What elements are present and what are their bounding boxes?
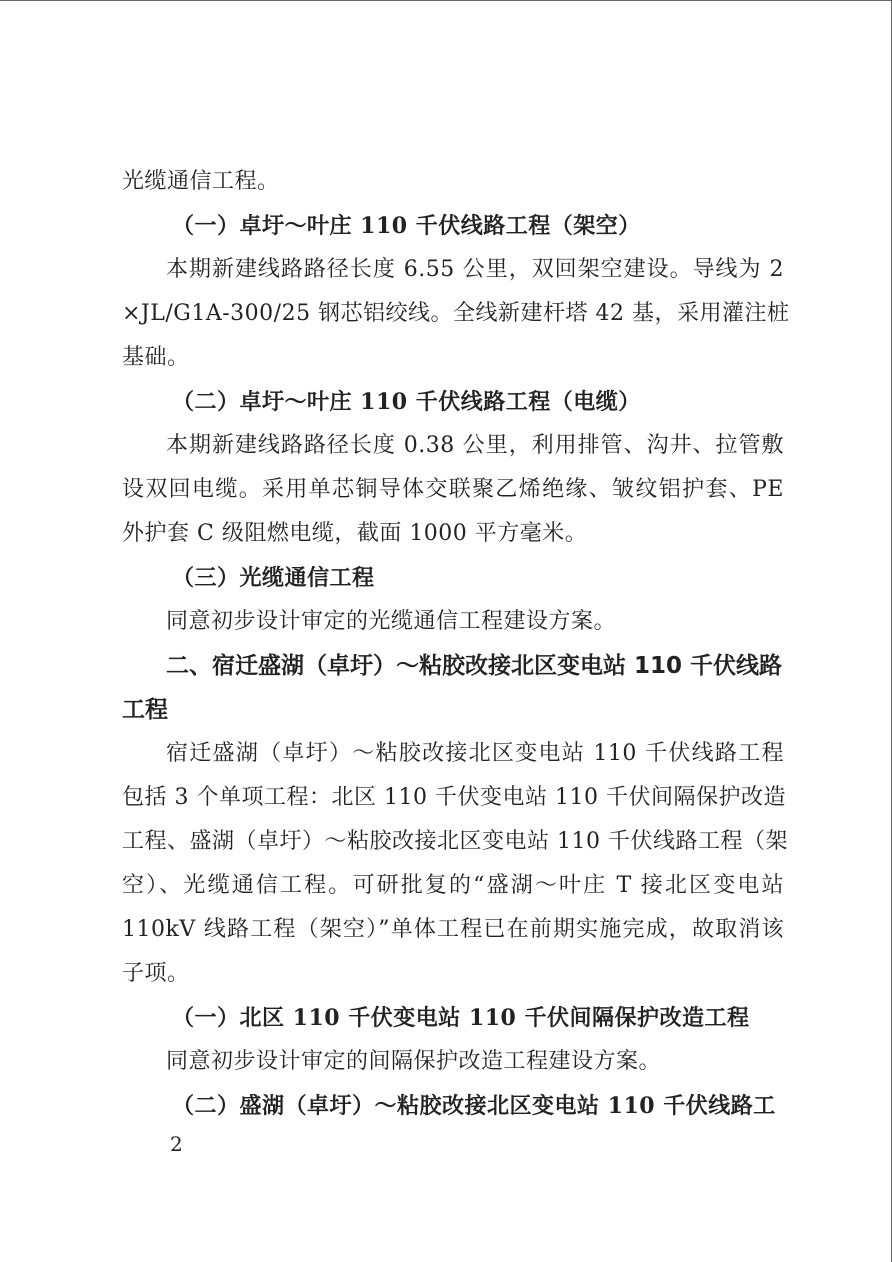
paragraph-line: ×JL/G1A-300/25 钢芯铝绞线。全线新建杆塔 42 基，采用灌注桩 [122, 301, 790, 326]
section-heading: 工程 [122, 697, 168, 723]
paragraph-line: 同意初步设计审定的光缆通信工程建设方案。 [166, 609, 617, 634]
subheading-optical-cable: （三）光缆通信工程 [172, 565, 375, 591]
document-body [122, 160, 790, 1128]
page-top-border [0, 0, 892, 4]
paragraph-line: 本期新建线路路径长度 6.55 公里，双回架空建设。导线为 2 [166, 257, 784, 282]
page-right-border [888, 0, 892, 1262]
page-number: 2 [170, 1132, 183, 1156]
paragraph-line: 同意初步设计审定的间隔保护改造工程建设方案。 [166, 1049, 662, 1074]
paragraph-line: 光缆通信工程。 [122, 169, 280, 194]
paragraph-line: 宿迁盛湖（卓圩）～粘胶改接北区变电站 110 千伏线路工程 [166, 741, 784, 766]
subheading-overhead-line: （一）卓圩～叶庄 110 千伏线路工程（架空） [172, 213, 641, 239]
subheading-cable-line: （二）卓圩～叶庄 110 千伏线路工程（电缆） [172, 389, 641, 415]
paragraph-line: 外护套 C 级阻燃电缆，截面 1000 平方毫米。 [122, 521, 588, 546]
subheading-line-project: （二）盛湖（卓圩）～粘胶改接北区变电站 110 千伏线路工 [172, 1093, 776, 1119]
paragraph-line: 包括 3 个单项工程：北区 110 千伏变电站 110 千伏间隔保护改造 [122, 785, 786, 810]
paragraph-line: 工程、盛湖（卓圩）～粘胶改接北区变电站 110 千伏线路工程（架 [122, 829, 788, 854]
section-heading: 二、宿迁盛湖（卓圩）～粘胶改接北区变电站 110 千伏线路 [166, 653, 783, 679]
paragraph-line: 110kV 线路工程（架空）”单体工程已在前期实施完成，故取消该 [122, 917, 784, 942]
paragraph-line: 空）、光缆通信工程。可研批复的“盛湖～叶庄 T 接北区变电站 [122, 873, 784, 898]
paragraph-line: 子项。 [122, 961, 190, 986]
subheading-bay-protection: （一）北区 110 千伏变电站 110 千伏间隔保护改造工程 [172, 1005, 750, 1031]
paragraph-line: 本期新建线路路径长度 0.38 公里，利用排管、沟井、拉管敷 [166, 433, 784, 458]
paragraph-line: 基础。 [122, 345, 190, 370]
paragraph-line: 设双回电缆。采用单芯铜导体交联聚乙烯绝缘、皱纹铝护套、PE [122, 477, 784, 502]
